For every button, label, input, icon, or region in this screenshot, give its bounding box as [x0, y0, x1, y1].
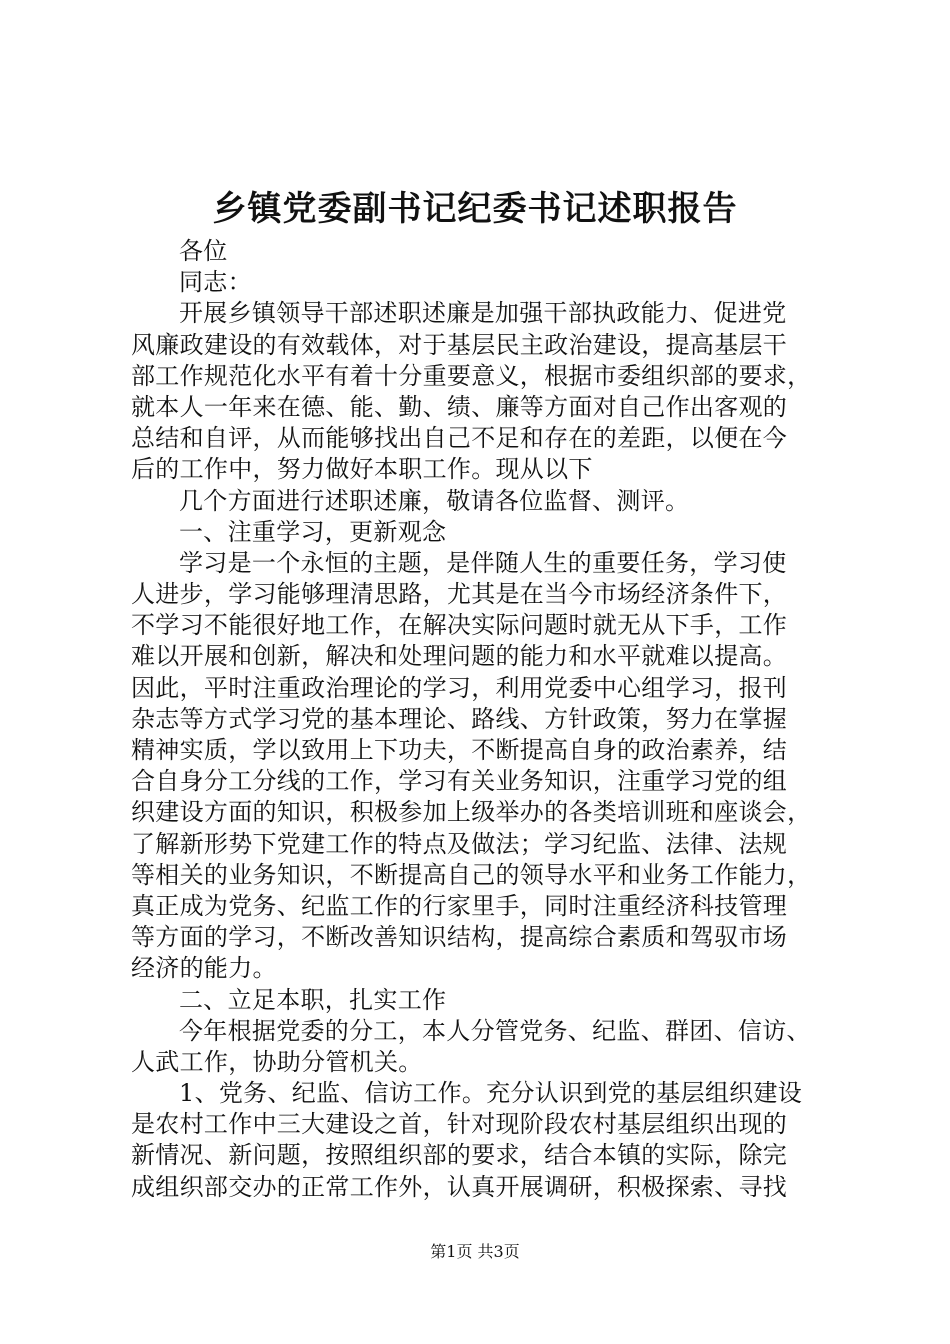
- text-line: 几个方面进行述职述廉，敬请各位监督、测评。: [179, 486, 690, 515]
- text-line: 了解新形势下党建工作的特点及做法；学习纪监、法律、法规: [131, 829, 788, 858]
- text-line: 等相关的业务知识，不断提高自己的领导水平和业务工作能力，: [131, 860, 812, 889]
- text-line: 是农村工作中三大建设之首，针对现阶段农村基层组织出现的: [131, 1110, 788, 1139]
- text-line: 难以开展和创新，解决和处理问题的能力和水平就难以提高。: [131, 642, 788, 671]
- text-line: 新情况、新问题，按照组织部的要求，结合本镇的实际，除完: [131, 1141, 788, 1170]
- text-line: 因此，平时注重政治理论的学习，利用党委中心组学习，报刊: [131, 673, 788, 702]
- text-line: 人进步，学习能够理清思路，尤其是在当今市场经济条件下，: [131, 580, 788, 609]
- text-line: 织建设方面的知识，积极参加上级举办的各类培训班和座谈会，: [131, 798, 812, 827]
- page-footer: 第1页 共3页: [430, 1242, 520, 1261]
- text-line: 等方面的学习，不断改善知识结构，提高综合素质和驾驭市场: [131, 923, 788, 952]
- text-line: 真正成为党务、纪监工作的行家里手，同时注重经济科技管理: [131, 891, 788, 920]
- text-line: 部工作规范化水平有着十分重要意义，根据市委组织部的要求，: [131, 361, 812, 390]
- text-line: 经济的能力。: [131, 954, 277, 983]
- text-line: 合自身分工分线的工作，学习有关业务知识，注重学习党的组: [131, 767, 788, 796]
- text-line: 杂志等方式学习党的基本理论、路线、方针政策，努力在掌握: [131, 704, 788, 733]
- text-line: 人武工作，协助分管机关。: [131, 1047, 423, 1076]
- text-line: 1、党务、纪监、信访工作。充分认识到党的基层组织建设: [179, 1079, 803, 1108]
- document-title: 乡镇党委副书记纪委书记述职报告: [212, 189, 738, 229]
- text-line: 各位: [179, 237, 228, 265]
- text-line: 总结和自评，从而能够找出自己不足和存在的差距，以便在今: [131, 424, 788, 453]
- text-line: 开展乡镇领导干部述职述廉是加强干部执政能力、促进党: [179, 299, 787, 328]
- text-line: 风廉政建设的有效载体，对于基层民主政治建设，提高基层干: [131, 330, 788, 359]
- text-line: 成组织部交办的正常工作外，认真开展调研，积极探索、寻找: [131, 1172, 788, 1201]
- text-line: 不学习不能很好地工作，在解决实际问题时就无从下手，工作: [131, 611, 788, 640]
- text-line: 同志：: [179, 268, 252, 297]
- text-line: 后的工作中，努力做好本职工作。现从以下: [131, 455, 593, 484]
- text-line: 精神实质，学以致用上下功夫，不断提高自身的政治素养，结: [131, 736, 788, 764]
- text-line: 学习是一个永恒的主题，是伴随人生的重要任务，学习使: [179, 548, 787, 577]
- section-heading: 二、立足本职，扎实工作: [179, 985, 447, 1014]
- document-body: [131, 236, 831, 1203]
- text-line: 就本人一年来在德、能、勤、绩、廉等方面对自己作出客观的: [131, 392, 788, 421]
- section-heading: 一、注重学习，更新观念: [179, 517, 447, 546]
- text-line: 今年根据党委的分工，本人分管党务、纪监、群团、信访、: [179, 1016, 811, 1045]
